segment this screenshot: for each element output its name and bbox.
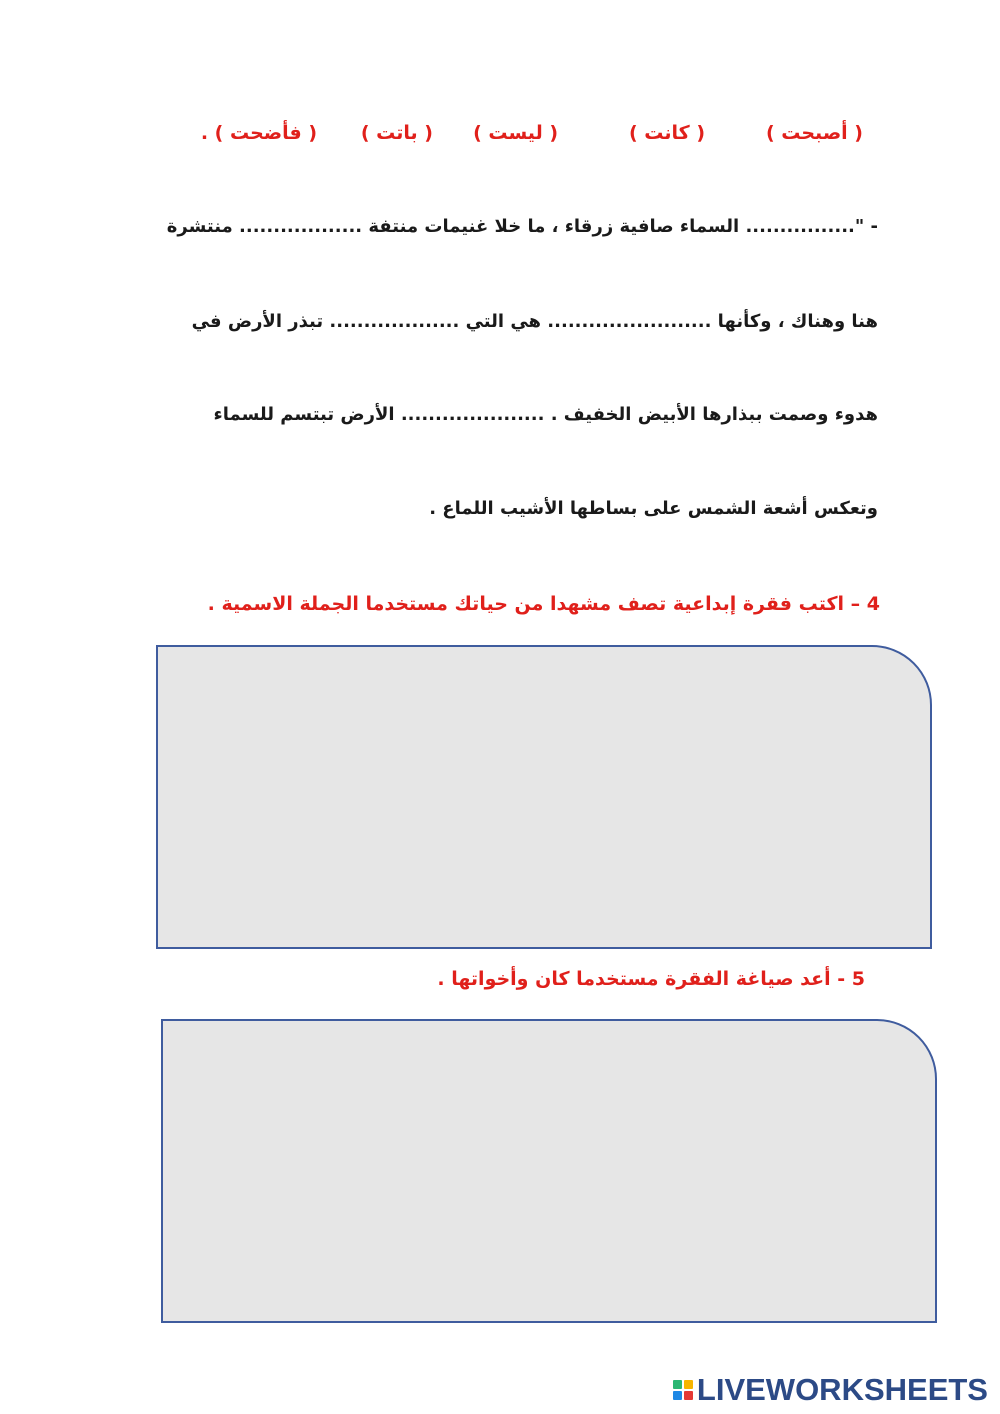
exercise-line-2: هنا وهناك ، وكأنها ........................ هي التي ................... تبذر الأرض في [191,311,878,332]
exercise-line-1: - "................ السماء صافية زرقاء ، ما خلا غنيمات منتفة .................. منتشرة [166,216,878,237]
word-bank-item-batat: ( باتت ) [360,122,433,144]
question-4-title: 4 – اكتب فقرة إبداعية تصف مشهدا من حياتك مستخدما الجملة الاسمية . [207,593,880,615]
question-4-answer-box[interactable] [156,645,932,949]
question-5-answer-box[interactable] [161,1019,937,1323]
question-5-title: 5 - أعد صياغة الفقرة مستخدما كان وأخواتها . [437,968,865,990]
word-bank-item-fadhat: ( فأضحت ) . [200,122,317,144]
word-bank-item-asbahat: ( أصبحت ) [765,122,863,144]
liveworksheets-logo-icon [673,1380,693,1400]
liveworksheets-brand [673,1372,988,1408]
brand-name: LIVEWORKSHEETS [696,1372,988,1407]
exercise-line-4: وتعكس أشعة الشمس على بساطها الأشيب اللماع . [429,498,878,519]
word-bank-item-laysat: ( ليست ) [473,122,558,144]
exercise-line-3: هدوء وصمت ببذارها الأبيض الخفيف . ..................... الأرض تبتسم للسماء [213,404,878,425]
word-bank-item-kanat: ( كانت ) [628,122,705,144]
